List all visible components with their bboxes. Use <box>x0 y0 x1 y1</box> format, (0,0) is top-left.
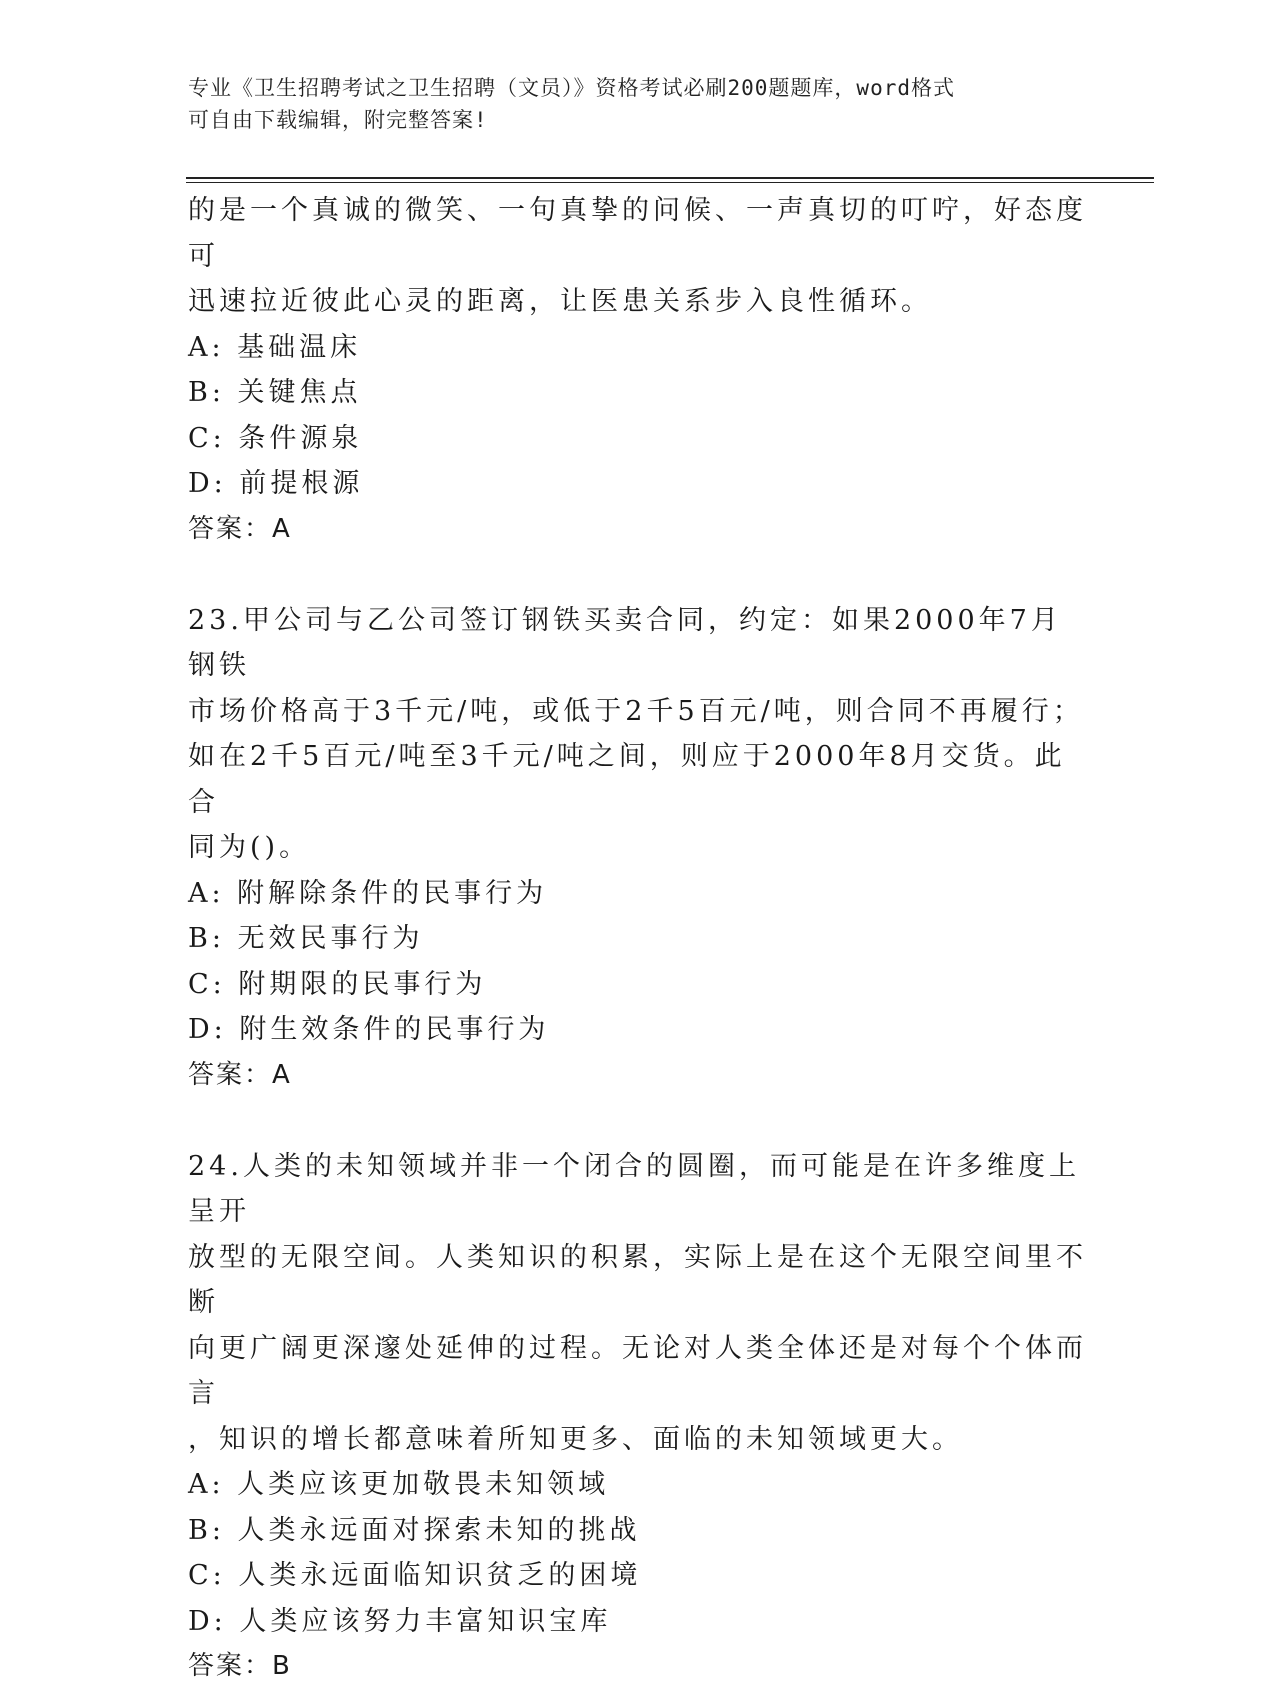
question-stem-line: 24.人类的未知领域并非一个闭合的圆圈，而可能是在许多维度上呈开 <box>188 1150 1080 1227</box>
question-stem-line: ，知识的增长都意味着所知更多、面临的未知领域更大。 <box>188 1423 963 1455</box>
option-a: A: 附解除条件的民事行为 <box>188 877 548 909</box>
option-c: C: 人类永远面临知识贫乏的困境 <box>188 1560 642 1591</box>
answer-label: 答案：A <box>188 513 292 544</box>
document-header <box>188 72 1088 136</box>
option-b: B: 关键焦点 <box>188 377 362 408</box>
option-c: C: 附期限的民事行为 <box>188 968 487 1000</box>
header-line-2: 可自由下载编辑，附完整答案! <box>188 108 488 132</box>
option-d: D: 附生效条件的民事行为 <box>188 1014 550 1045</box>
header-line-1: 专业《卫生招聘考试之卫生招聘（文员）》资格考试必刷200题题库，word格式 <box>188 76 955 100</box>
option-b: B: 人类永远面对探索未知的挑战 <box>188 1514 641 1546</box>
option-a: A: 基础温床 <box>188 331 362 363</box>
option-d: D: 前提根源 <box>188 468 364 499</box>
header-divider <box>186 177 1154 183</box>
spacer <box>188 552 1088 598</box>
question-stem-line: 同为()。 <box>188 832 311 863</box>
option-a: A: 人类应该更加敬畏未知领域 <box>188 1469 610 1500</box>
question-stem-line: 向更广阔更深邃处延伸的过程。无论对人类全体还是对每个个体而言 <box>188 1332 1087 1409</box>
question-stem-line: 放型的无限空间。人类知识的积累，实际上是在这个无限空间里不断 <box>188 1241 1087 1318</box>
question-23 <box>188 598 1088 1099</box>
option-c: C: 条件源泉 <box>188 422 363 454</box>
question-stem-line: 的是一个真诚的微笑、一句真挚的问候、一声真切的叮咛，好态度可 <box>188 195 1087 272</box>
question-stem-line: 如在2千5百元/吨至3千元/吨之间，则应于2000年8月交货。此合 <box>188 741 1066 818</box>
spacer <box>188 1098 1088 1144</box>
answer-label: 答案：B <box>188 1651 292 1681</box>
question-stem-line: 23.甲公司与乙公司签订钢铁买卖合同，约定：如果2000年7月钢铁 <box>188 604 1062 681</box>
option-d: D: 人类应该努力丰富知识宝库 <box>188 1605 612 1637</box>
option-b: B: 无效民事行为 <box>188 923 424 954</box>
question-22 <box>188 188 1088 552</box>
question-stem-line: 迅速拉近彼此心灵的距离，让医患关系步入良性循环。 <box>188 286 932 317</box>
question-stem-line: 市场价格高于3千元/吨，或低于2千5百元/吨，则合同不再履行； <box>188 695 1084 727</box>
document-body <box>188 188 1088 1690</box>
answer-label: 答案：A <box>188 1059 292 1090</box>
question-24 <box>188 1144 1088 1690</box>
